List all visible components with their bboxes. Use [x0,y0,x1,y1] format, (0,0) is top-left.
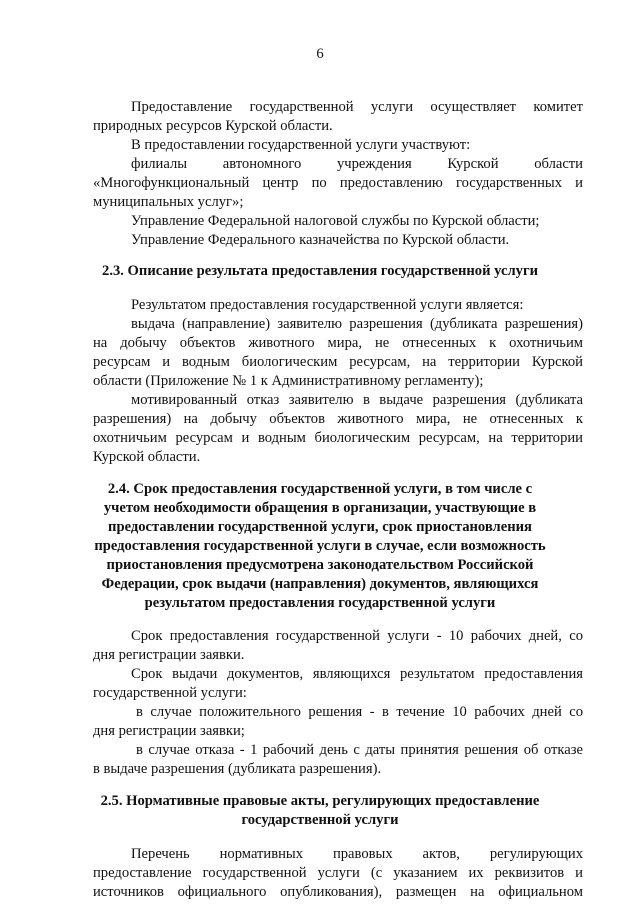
section-heading-2-4: предоставлении государственной услуги, срок приостановления [108,519,532,535]
text-line: Предоставление государственной услуги осуществляет комитет [131,99,583,115]
section-heading-2-5: государственной услуги [241,812,399,828]
text-line: разрешения) на добычу объектов животного мира, не отнесенных к [93,411,583,427]
text-line: выдача (направление) заявителю разрешения (дубликата разрешения) [131,316,583,332]
text-line: Срок предоставления государственной услуги - 10 рабочих дней, со [131,628,583,644]
page-number: 6 [316,46,324,62]
text-line: мотивированный отказ заявителю в выдаче разрешения (дубликата [131,392,583,408]
text-line: Курской области. [93,449,201,465]
text-line: природных ресурсов Курской области. [93,118,333,134]
text-line: ресурсам и водным биологическим ресурсам, на территории Курской [93,354,583,370]
text-line: дня регистрации заявки; [93,723,245,739]
text-line: государственной услуги: [93,685,247,701]
text-line: в случае положительного решения - в течение 10 рабочих дней со [136,704,583,720]
text-line: в выдаче разрешения (дубликата разрешения). [93,761,382,777]
section-heading-2-5: 2.5. Нормативные правовые акты, регулирующих предоставление [100,793,540,809]
section-heading-2-4: приостановления предусмотрена законодательством Российской [106,557,534,573]
section-heading-2-3: 2.3. Описание результата предоставления государственной услуги [102,263,538,279]
section-heading-2-4: результатом предоставления государственной услуги [144,595,496,611]
text-line: Управление Федеральной налоговой службы по Курской области; [131,213,540,229]
text-line: В предоставлении государственной услуги участвуют: [131,137,471,153]
section-heading-2-4: Федерации, срок выдачи (направления) документов, являющихся [101,576,539,592]
text-line: на добычу объектов животного мира, не отнесенных к охотничьим [93,335,583,351]
text-line: муниципальных услуг»; [93,194,244,210]
text-line: охотничьим ресурсам и водным биологическим ресурсам, на территории [93,430,583,446]
text-line: Перечень нормативных правовых актов, регулирующих [131,846,583,862]
text-line: Управление Федерального казначейства по Курской области. [131,232,510,248]
text-line: в случае отказа - 1 рабочий день с даты принятия решения об отказе [136,742,583,758]
text-line: предоставление государственной услуги (с указанием их реквизитов и [93,865,583,881]
text-line: филиалы автономного учреждения Курской области [131,156,583,172]
section-heading-2-4: предоставления государственной услуги в случае, если возможность [94,538,546,554]
text-line: Срок выдачи документов, являющихся результатом предоставления [131,666,583,682]
text-line: «Многофункциональный центр по предоставлению государственных и [93,175,583,191]
text-line: области (Приложение № 1 к Административному регламенту); [93,373,484,389]
text-line: Результатом предоставления государственной услуги является: [131,297,524,313]
text-line: источников официального опубликования), размещен на официальном [93,884,583,900]
text-line: дня регистрации заявки. [93,647,245,663]
section-heading-2-4: 2.4. Срок предоставления государственной услуги, в том числе с [107,481,533,497]
section-heading-2-4: учетом необходимости обращения в организации, участвующие в [103,500,537,516]
